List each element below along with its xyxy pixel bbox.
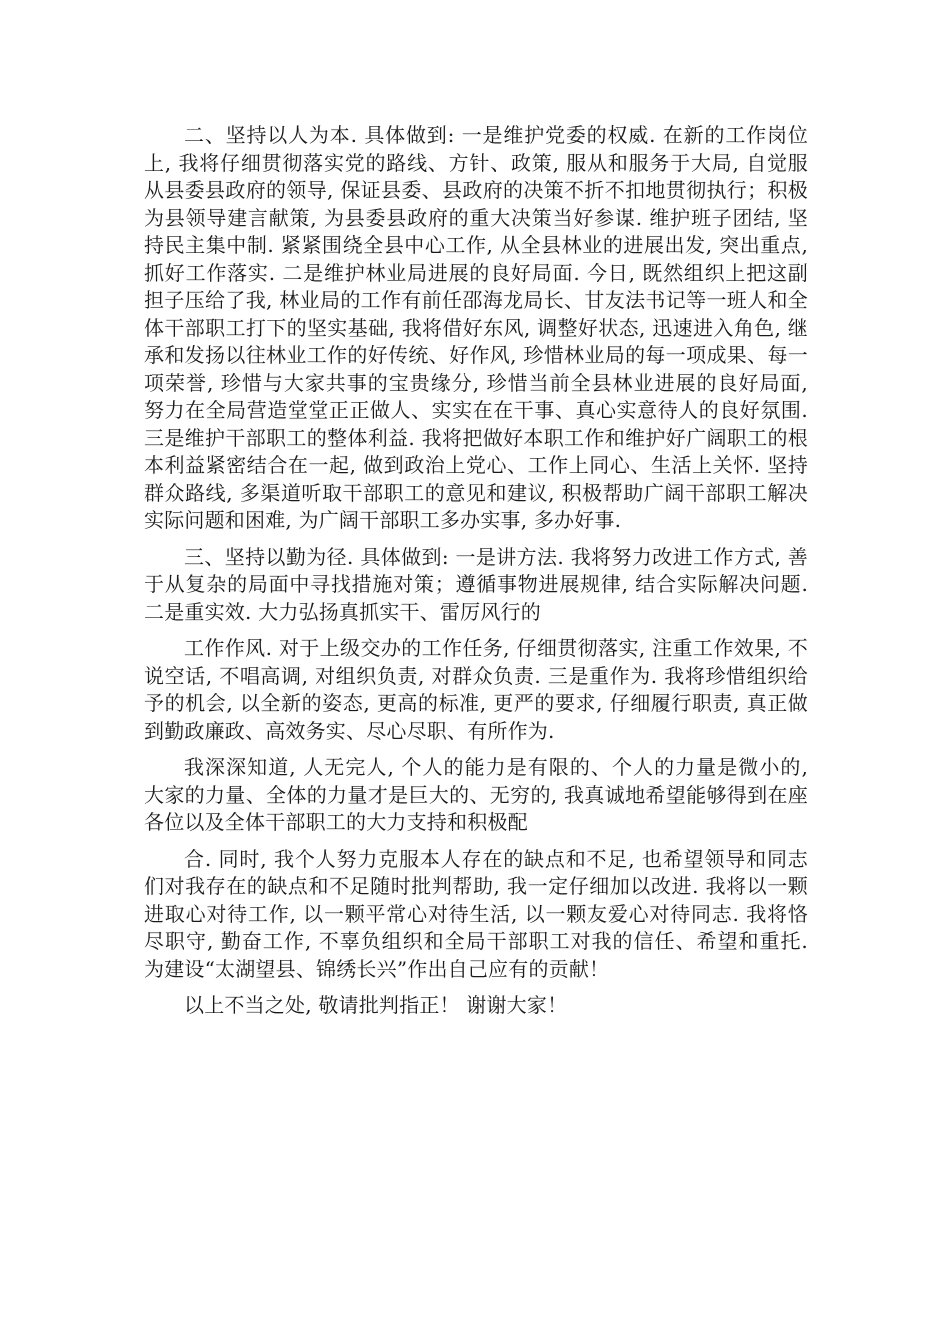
paragraph-collective-strength: 我深深知道, 人无完人, 个人的能力是有限的、个人的力量是微小的, 大家的力量、全体的力量才是巨大的、无穷的, 我真诚地希望能够得到在座各位以及全体干部职工的大力支持和积极配 — [144, 755, 808, 834]
paragraph-commitment: 合. 同时, 我个人努力克服本人存在的缺点和不足, 也希望领导和同志们对我存在的缺点和不足随时批判帮助, 我一定仔细加以改进. 我将以一颗进取心对待工作, 以一颗平常心对待生活, 以一颗友爱心对待同志. 我将恪尽职守, 勤奋工作, 不辜负组织和全局干部职工对我的信任、希望和重托. 为建设“太湖望县、锦绣长兴”作出自己应有的贡献！ — [144, 846, 808, 981]
paragraph-closing: 以上不当之处, 敬请批判指正！ 谢谢大家！ — [184, 993, 568, 1017]
paragraph-diligence: 三、坚持以勤为径. 具体做到: 一是讲方法. 我将努力改进工作方式, 善于从复杂的局面中寻找措施对策；遵循事物进展规律, 结合实际解决问题. 二是重实效. 大力弘扬真抓实干、雷厉风行的 — [144, 544, 808, 624]
paragraph-people-oriented: 二、坚持以人为本. 具体做到: 一是维护党委的权威. 在新的工作岗位上, 我将仔细贯彻落实党的路线、方针、政策, 服从和服务于大局, 自觉服从县委县政府的领导, 保证县委、县政府的决策不折不扣地贯彻执行；积极为县领导建言献策, 为县委县政府的重大决策当好参谋. 维护班子团结, 坚持民主集中制. 紧紧围绕全县中心工作, 从全县林业的进展出发, 突出重点, 抓好工作落实. 二是维护林业局进展的良好局面. 今日, 既然组织上把这副担子压给了我, 林业局的工作有前任邵海龙局长、甘友法书记等一班人和全体干部职工打下的坚实基础, 我将借好东风, 调整好状态, 迅速进入角色, 继承和发扬以往林业工作的好传统、好作风, 珍惜林业局的每一项成果、每一项荣誉, 珍惜与大家共事的宝贵缘分, 珍惜当前全县林业进展的良好局面, 努力在全局营造堂堂正正做人、实实在在干事、真心实意待人的良好氛围. 三是维护干部职工的整体利益. 我将把做好本职工作和维护好广阔职工的根本利益紧密结合在一起, 做到政治上党心、工作上同心、生活上关怀. 坚持群众路线, 多渠道听取干部职工的意见和建议, 积极帮助广阔干部职工解决实际问题和困难, 为广阔干部职工多办实事, 多办好事. — [144, 123, 808, 532]
paragraph-work-style: 工作作风. 对于上级交办的工作任务, 仔细贯彻落实, 注重工作效果, 不说空话, 不唱高调, 对组织负责, 对群众负责. 三是重作为. 我将珍惜组织给予的机会, 以全新的姿态, 更高的标准, 更严的要求, 仔细履行职责, 真正做到勤政廉政、高效务实、尽心尽职、有所作为. — [144, 636, 808, 743]
document-body — [144, 122, 808, 1029]
